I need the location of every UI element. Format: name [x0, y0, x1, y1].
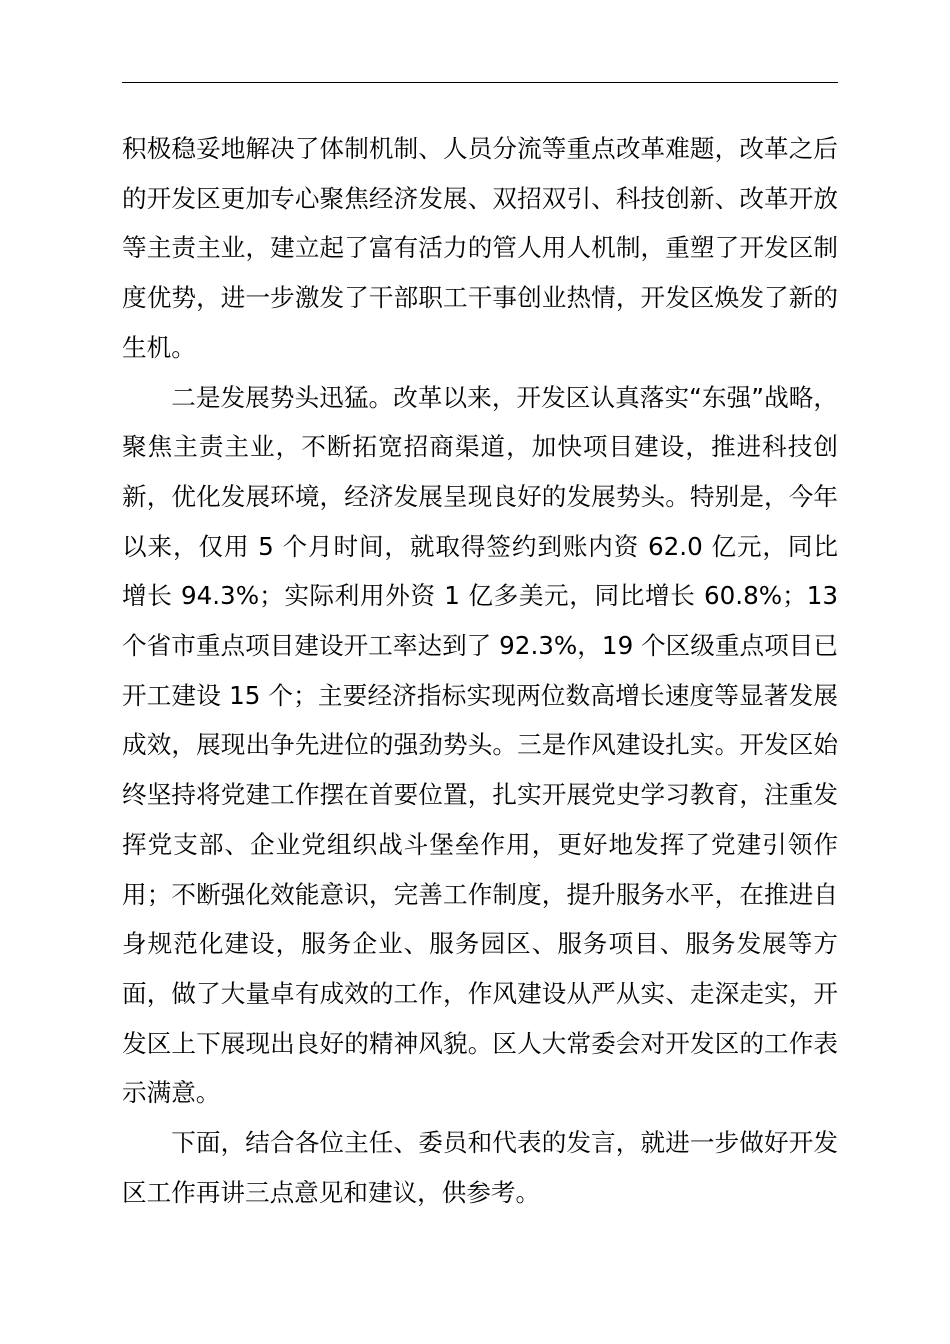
paragraph-suggestions-intro: 下面，结合各位主任、委员和代表的发言，就进一步做好开发区工作再讲三点意见和建议，供参考。	[122, 1128, 838, 1207]
paragraph-development-momentum: 二是发展势头迅猛。改革以来，开发区认真落实“东强”战略，聚焦主责主业，不断拓宽招商渠道，加快项目建设，推进科技创新，优化发展环境，经济发展呈现良好的发展势头。特别是，今年以来，仅用 5 个月时间，就取得签约到账内资 62.0 亿元，同比增长 94.3%；实际利用外资 1 亿多美元，同比增长 60.8%；13 个省市重点项目建设开工率达到了 92.3%，19 个区级重点项目已开工建设 15 个；主要经济指标实现两位数高增长速度等显著发展成效，展现出争先进位的强劲势头。三是作风建设扎实。开发区始终坚持将党建工作摆在首要位置，扎实开展党史学习教育，注重发挥党支部、企业党组织战斗堡垒作用，更好地发挥了党建引领作用；不断强化效能意识，完善工作制度，提升服务水平，在推进自身规范化建设，服务企业、服务园区、服务项目、服务发展等方面，做了大量卓有成效的工作，作风建设从严从实、走深走实，开发区上下展现出良好的精神风貌。区人大常委会对开发区的工作表示满意。	[122, 382, 838, 1108]
header-rule	[122, 82, 838, 83]
paragraph-continuation: 积极稳妥地解决了体制机制、人员分流等重点改革难题，改革之后的开发区更加专心聚焦经济发展、双招双引、科技创新、改革开放等主责主业，建立起了富有活力的管人用人机制，重塑了开发区制度优势，进一步激发了干部职工干事创业热情，开发区焕发了新的生机。	[122, 134, 838, 362]
document-body	[122, 124, 838, 1217]
